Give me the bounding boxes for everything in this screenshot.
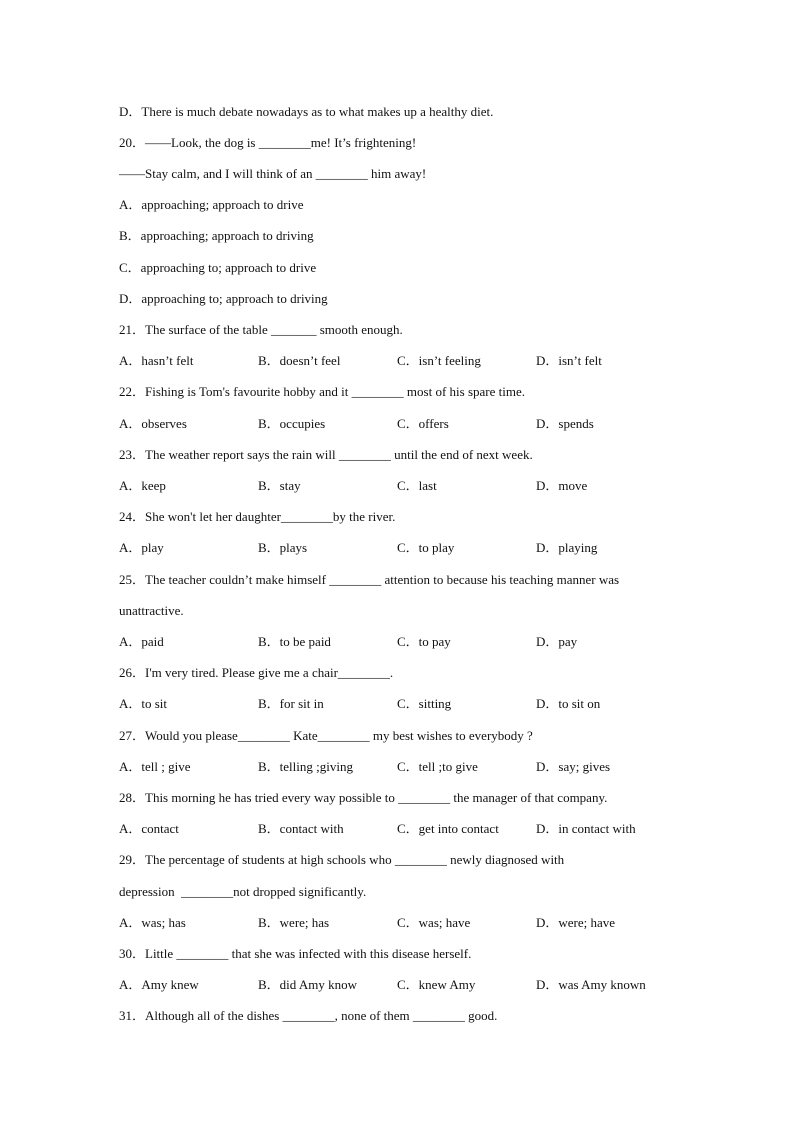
question-30-option-a: A．Amy knew: [119, 977, 199, 992]
question-21-option-b: B．doesn’t feel: [258, 353, 341, 368]
question-27-option-c: C．tell ;to give: [397, 759, 478, 774]
question-27-option-b: B．telling ;giving: [258, 759, 353, 774]
question-23-option-c: C．last: [397, 478, 437, 493]
question-27-option-d: D．say; gives: [536, 759, 611, 774]
question-20-option-c: C．approaching to; approach to drive: [119, 260, 317, 275]
question-24-option-d: D．playing: [536, 540, 598, 555]
question-28-option-d: D．in contact with: [536, 821, 636, 836]
question-28-option-b: B．contact with: [258, 821, 344, 836]
question-27-option-a: A．tell ; give: [119, 759, 191, 774]
question-28-option-a: A．contact: [119, 821, 179, 836]
question-25-stem-continued: unattractive.: [119, 603, 184, 618]
question-22-option-c: C．offers: [397, 416, 449, 431]
question-30-option-b: B．did Amy know: [258, 977, 357, 992]
question-21-option-a: A．hasn’t felt: [119, 353, 194, 368]
question-28-option-c: C．get into contact: [397, 821, 499, 836]
question-25-option-d: D．pay: [536, 634, 578, 649]
question-24-option-b: B．plays: [258, 540, 308, 555]
question-19-option-d: D．There is much debate nowadays as to what makes up a healthy diet.: [119, 104, 494, 119]
question-20-reply: ——Stay calm, and I will think of an ________ him away!: [119, 166, 427, 181]
question-29-option-d: D．were; have: [536, 915, 616, 930]
question-29-stem: 29．The percentage of students at high schools who ________ newly diagnosed with: [119, 852, 565, 867]
question-20-stem: 20．——Look, the dog is ________me! It’s frightening!: [119, 135, 417, 150]
question-20-option-b: B．approaching; approach to driving: [119, 228, 314, 243]
question-22-option-a: A．observes: [119, 416, 187, 431]
question-30-option-d: D．was Amy known: [536, 977, 646, 992]
question-23-option-b: B．stay: [258, 478, 301, 493]
question-21-stem: 21．The surface of the table _______ smooth enough.: [119, 322, 403, 337]
question-26-option-c: C．sitting: [397, 696, 452, 711]
question-30-option-c: C．knew Amy: [397, 977, 476, 992]
question-20-option-a: A．approaching; approach to drive: [119, 197, 304, 212]
question-21-option-d: D．isn’t felt: [536, 353, 602, 368]
question-25-option-a: A．paid: [119, 634, 164, 649]
question-21-option-c: C．isn’t feeling: [397, 353, 481, 368]
question-24-option-a: A．play: [119, 540, 164, 555]
question-29-option-b: B．were; has: [258, 915, 330, 930]
question-22-option-b: B．occupies: [258, 416, 326, 431]
question-23-option-a: A．keep: [119, 478, 166, 493]
question-24-stem: 24．She won't let her daughter________by the river.: [119, 509, 396, 524]
question-31-stem: 31．Although all of the dishes ________, none of them ________ good.: [119, 1008, 498, 1023]
question-23-stem: 23．The weather report says the rain will ________ until the end of next week.: [119, 447, 533, 462]
question-23-option-d: D．move: [536, 478, 588, 493]
question-24-option-c: C．to play: [397, 540, 455, 555]
question-20-option-d: D．approaching to; approach to driving: [119, 291, 328, 306]
question-22-stem: 22．Fishing is Tom's favourite hobby and it ________ most of his spare time.: [119, 384, 525, 399]
question-29-option-a: A．was; has: [119, 915, 186, 930]
question-26-option-b: B．for sit in: [258, 696, 324, 711]
question-26-option-d: D．to sit on: [536, 696, 601, 711]
question-26-stem: 26．I'm very tired. Please give me a chair________.: [119, 665, 394, 680]
question-30-stem: 30．Little ________ that she was infected with this disease herself.: [119, 946, 472, 961]
question-26-option-a: A．to sit: [119, 696, 168, 711]
question-29-option-c: C．was; have: [397, 915, 471, 930]
question-27-stem: 27．Would you please________ Kate________ my best wishes to everybody ?: [119, 728, 533, 743]
question-28-stem: 28．This morning he has tried every way possible to ________ the manager of that company.: [119, 790, 608, 805]
question-29-stem-continued: depression ________not dropped significantly.: [119, 884, 367, 899]
question-22-option-d: D．spends: [536, 416, 594, 431]
question-25-option-b: B．to be paid: [258, 634, 331, 649]
question-25-stem: 25．The teacher couldn’t make himself ________ attention to because his teaching manner was: [119, 572, 620, 587]
question-25-option-c: C．to pay: [397, 634, 451, 649]
